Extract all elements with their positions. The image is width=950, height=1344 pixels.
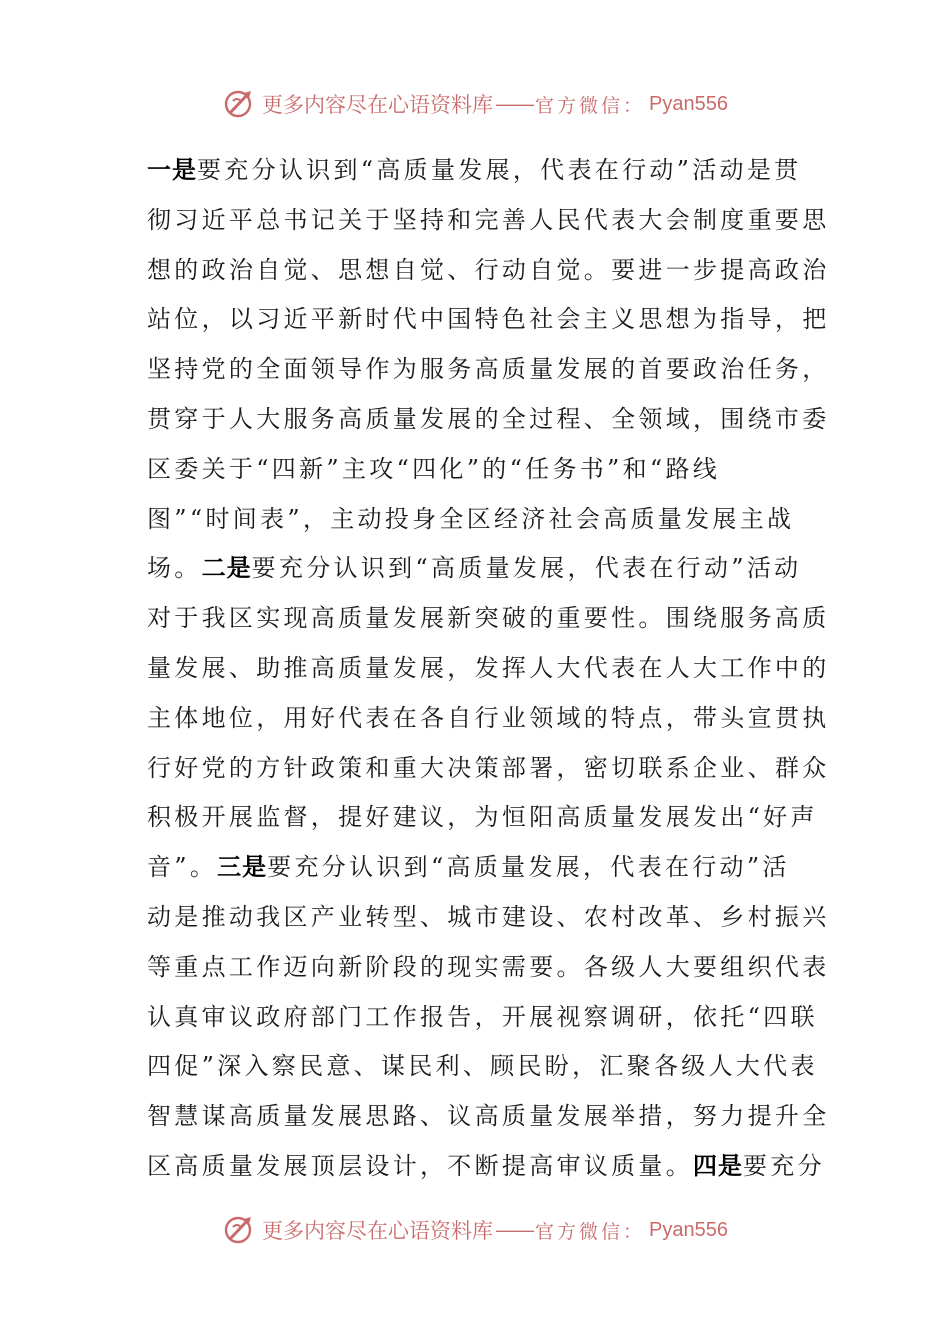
text-line	[147, 644, 830, 694]
text-segment: 对于我区实现高质量发展新突破的重要性。围绕服务高质	[147, 604, 830, 633]
watermark-official-label: 官方微信：	[535, 1220, 646, 1243]
watermark-site-text: 更多内容尽在心语资料库	[262, 1219, 493, 1243]
text-segment: 积极开展监督，提好建议，为恒阳高质量发展发出“好声	[147, 803, 818, 832]
text-line	[147, 146, 805, 196]
text-segment: 行好党的方针政策和重大决策部署，密切联系企业、群众	[147, 753, 830, 782]
text-line	[147, 246, 830, 296]
text-line	[147, 993, 818, 1043]
watermark-separator: ——	[495, 1218, 533, 1242]
text-line	[147, 295, 830, 345]
text-line	[147, 395, 830, 445]
pen-logo-icon	[222, 87, 256, 121]
text-line	[147, 196, 830, 246]
ordinal-marker: 四是	[693, 1151, 743, 1180]
document-body	[147, 146, 830, 1192]
text-segment: 主体地位，用好代表在各自行业领域的特点，带头宣贯执	[147, 703, 830, 732]
text-line	[147, 594, 830, 644]
ordinal-marker: 二是	[201, 554, 252, 583]
text-segment: 贯穿于人大服务高质量发展的全过程、全领域，围绕市委	[147, 404, 830, 433]
text-segment: 要充分认识到“高质量发展，代表在行动”活动是贯	[197, 156, 802, 184]
ordinal-marker: 三是	[217, 853, 268, 882]
text-segment: 区高质量发展顶层设计，不断提高审议质量。	[147, 1151, 693, 1180]
watermark-wechat-id: Pyan556	[649, 1218, 728, 1241]
text-segment: 音”。	[147, 853, 218, 882]
text-line	[147, 1092, 830, 1142]
watermark-official-label: 官方微信：	[535, 94, 646, 117]
text-line	[147, 843, 805, 893]
text-segment: 等重点工作迈向新阶段的现实需要。各级人大要组织代表	[147, 952, 830, 981]
text-segment: 坚持党的全面领导作为服务高质量发展的首要政治任务，	[147, 355, 830, 384]
text-line	[147, 1042, 818, 1092]
text-segment: 智慧谋高质量发展思路、议高质量发展举措，努力提升全	[147, 1102, 830, 1131]
watermark-site-text: 更多内容尽在心语资料库	[262, 93, 493, 117]
pen-logo-icon	[222, 1213, 256, 1247]
watermark-footer	[0, 1212, 950, 1248]
text-segment: 量发展、助推高质量发展，发挥人大代表在人大工作中的	[147, 653, 830, 682]
text-segment: 要充分认识到“高质量发展，代表在行动”活	[267, 853, 790, 882]
text-segment: 要充分认识到“高质量发展，代表在行动”活动	[251, 554, 802, 583]
ordinal-marker: 一是	[147, 156, 197, 184]
text-line	[147, 1142, 825, 1192]
text-segment: 站位，以习近平新时代中国特色社会主义思想为指导，把	[147, 305, 830, 334]
watermark-separator: ——	[495, 92, 533, 116]
text-line	[147, 544, 805, 594]
text-line	[147, 793, 818, 843]
text-line	[147, 345, 830, 395]
text-segment: 区委关于“四新”主攻“四化”的“任务书”和“路线	[147, 454, 721, 483]
watermark-wechat-id: Pyan556	[649, 92, 728, 115]
text-line	[147, 943, 830, 993]
text-segment: 要充分	[743, 1151, 825, 1180]
text-line	[147, 893, 830, 943]
text-segment: 四促”深入察民意、谋民利、顾民盼，汇聚各级人大代表	[147, 1052, 818, 1081]
text-segment: 动是推动我区产业转型、城市建设、农村改革、乡村振兴	[147, 902, 830, 931]
watermark-header	[0, 86, 950, 122]
text-segment: 场。	[147, 554, 202, 583]
text-segment: 想的政治自觉、思想自觉、行动自觉。要进一步提高政治	[147, 255, 830, 284]
text-line	[147, 744, 830, 794]
text-line	[147, 694, 830, 744]
text-segment: 彻习近平总书记关于坚持和完善人民代表大会制度重要思	[147, 205, 830, 234]
text-line	[147, 495, 805, 545]
text-segment: 图”“时间表”，主动投身全区经济社会高质量发展主战	[147, 504, 795, 533]
text-line	[147, 445, 805, 495]
text-segment: 认真审议政府部门工作报告，开展视察调研，依托“四联	[147, 1002, 818, 1031]
